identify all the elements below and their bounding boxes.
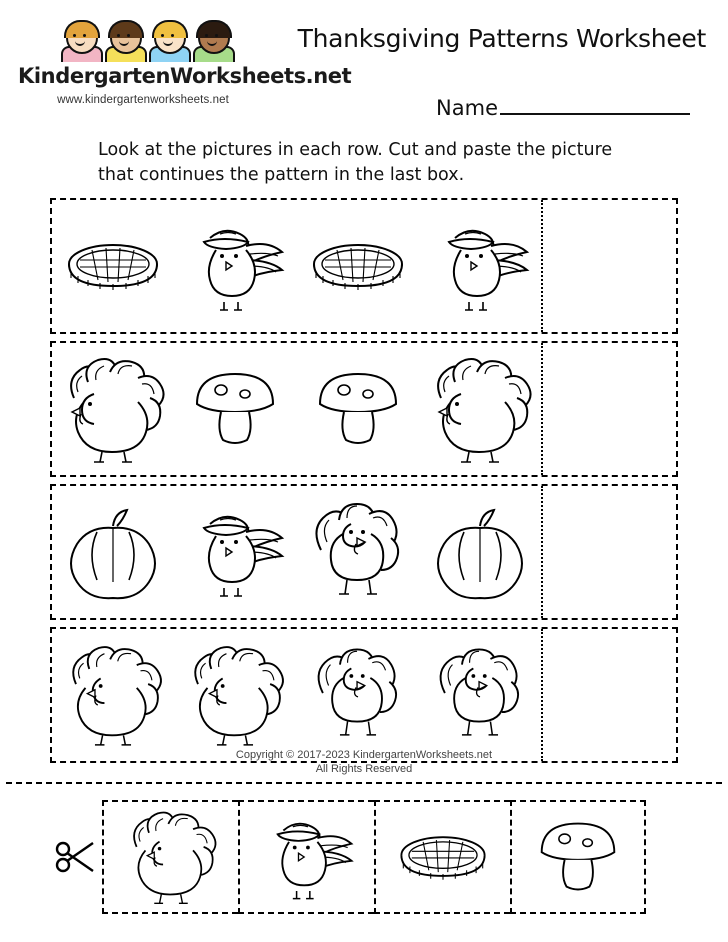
- turkey-icon: [119, 806, 223, 908]
- pattern-cell: [297, 200, 419, 332]
- turkey-standing-icon: [302, 641, 414, 749]
- cutout-strip: [50, 797, 678, 917]
- cutout-cell[interactable]: [510, 800, 646, 914]
- logo-kid-icon: [147, 22, 189, 62]
- pattern-cell: [174, 486, 296, 618]
- mushroom-icon: [532, 814, 624, 900]
- cutout-cell[interactable]: [102, 800, 238, 914]
- mushroom-icon: [310, 364, 406, 454]
- pattern-cell: [174, 343, 296, 475]
- name-field: [436, 96, 690, 120]
- turkey-standing-icon: [299, 496, 417, 608]
- turkey-icon: [57, 639, 169, 751]
- answer-box[interactable]: [541, 486, 676, 618]
- turkey-standing-icon: [424, 641, 536, 749]
- pattern-cell: [52, 486, 174, 618]
- pattern-cell: [174, 629, 296, 761]
- pilgrim-icon: [180, 502, 290, 602]
- site-logo[interactable]: [18, 22, 352, 106]
- pattern-cell: [297, 486, 419, 618]
- page-title: Thanksgiving Patterns Worksheet: [297, 24, 706, 53]
- pilgrim-icon: [425, 216, 535, 316]
- answer-box[interactable]: [541, 629, 676, 761]
- pie-icon: [391, 819, 495, 895]
- instructions-line-2: that continues the pattern in the last box.: [98, 165, 465, 185]
- pattern-cell: [52, 343, 174, 475]
- pumpkin-icon: [424, 502, 536, 602]
- instructions-line-1: Look at the pictures in each row. Cut and paste the picture: [98, 140, 613, 160]
- pattern-rows: [50, 198, 678, 770]
- table-row: [50, 198, 678, 334]
- logo-kid-icon: [59, 22, 101, 62]
- logo-kid-icon: [191, 22, 233, 62]
- cutout-cell[interactable]: [374, 800, 510, 914]
- pie-icon: [58, 226, 168, 306]
- logo-kids-illustration: [24, 22, 268, 62]
- copyright-line-1: Copyright © 2017-2023 KindergartenWorksheets.net: [235, 749, 493, 761]
- cut-line-divider: [6, 782, 722, 784]
- logo-wordmark: KindergartenWorksheets.net: [18, 64, 352, 88]
- scissors-icon: [50, 837, 102, 877]
- pattern-cell: [297, 629, 419, 761]
- table-row: [50, 341, 678, 477]
- pattern-cell: [52, 200, 174, 332]
- pattern-cell: [174, 200, 296, 332]
- logo-url: www.kindergartenworksheets.net: [57, 94, 229, 106]
- turkey-icon: [179, 639, 291, 751]
- pilgrim-icon: [255, 809, 359, 905]
- table-row: [50, 627, 678, 763]
- logo-kid-icon: [103, 22, 145, 62]
- worksheet-header: [0, 18, 728, 138]
- name-label: Name: [436, 96, 498, 120]
- name-input-rule[interactable]: [500, 99, 690, 115]
- pattern-cell: [52, 629, 174, 761]
- mushroom-icon: [187, 364, 283, 454]
- turkey-icon: [54, 352, 172, 467]
- table-row: [50, 484, 678, 620]
- copyright: [0, 748, 728, 776]
- pattern-cell: [419, 629, 541, 761]
- pie-icon: [303, 226, 413, 306]
- pattern-cell: [297, 343, 419, 475]
- turkey-icon: [421, 352, 539, 467]
- answer-box[interactable]: [541, 200, 676, 332]
- copyright-line-2: All Rights Reserved: [315, 763, 413, 775]
- pattern-cell: [419, 486, 541, 618]
- pattern-cell: [419, 343, 541, 475]
- pumpkin-icon: [57, 502, 169, 602]
- instructions: [98, 138, 658, 188]
- answer-box[interactable]: [541, 343, 676, 475]
- pilgrim-icon: [180, 216, 290, 316]
- pattern-cell: [419, 200, 541, 332]
- cutout-cell[interactable]: [238, 800, 374, 914]
